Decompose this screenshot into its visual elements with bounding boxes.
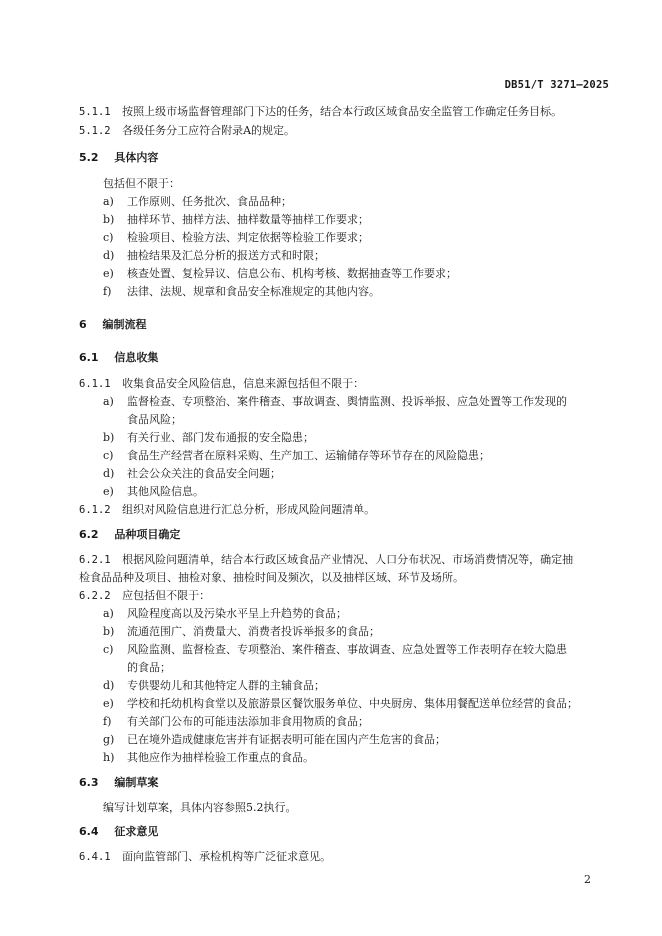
list-item: 风险程度高以及污染水平呈上升趋势的食品； (127, 607, 347, 620)
list-label: b) (103, 213, 115, 226)
list-item: 核查处置、复检异议、信息公布、机构考核、数据抽查等工作要求； (127, 267, 457, 280)
clause-number: 6.1.2 (79, 504, 111, 516)
list-label: d) (103, 249, 115, 262)
heading-number: 6.3 (79, 776, 99, 789)
list-label: c) (103, 449, 114, 462)
heading-6-4 (79, 825, 158, 838)
clause-6-2-1 (79, 553, 573, 567)
list-label: e) (103, 267, 114, 280)
list-item-continuation: 食品风险； (127, 413, 182, 426)
clause-text: 面向监管部门、承检机构等广泛征求意见。 (122, 850, 332, 863)
list-item: 流通范围广、消费量大、消费者投诉举报多的食品； (127, 625, 380, 638)
clause-5-1-2 (79, 124, 295, 138)
heading-number: 6.4 (79, 825, 99, 838)
list-label: c) (103, 231, 114, 244)
clause-5-1-1 (79, 105, 562, 119)
page-number: 2 (584, 873, 591, 886)
list-label: c) (103, 643, 114, 656)
list-item: 其他应作为抽样检验工作重点的食品。 (127, 751, 314, 764)
list-label: a) (103, 395, 114, 408)
list-label: a) (103, 607, 114, 620)
heading-6-3 (79, 776, 158, 789)
list-item: 学校和托幼机构食堂以及旅游景区餐饮服务单位、中央厨房、集体用餐配送单位经营的食品； (127, 697, 578, 710)
list-item: 有关部门公布的可能违法添加非食用物质的食品； (127, 715, 369, 728)
list-item: 抽检结果及汇总分析的报送方式和时限； (127, 249, 325, 262)
list-label: a) (103, 195, 114, 208)
list-item: 社会公众关注的食品安全问题； (127, 467, 281, 480)
heading-number: 6.1 (79, 351, 99, 364)
list-label: b) (103, 625, 115, 638)
paragraph-intro: 包括但不限于： (103, 177, 180, 190)
list-item: 工作原则、任务批次、食品品种； (127, 195, 292, 208)
clause-6-1-1 (79, 377, 364, 391)
list-label: h) (103, 751, 115, 764)
list-item: 法律、法规、规章和食品安全标准规定的其他内容。 (127, 285, 380, 298)
clause-number: 6.2.2 (79, 590, 111, 602)
clause-number: 6.2.1 (79, 554, 111, 566)
heading-title: 信息收集 (114, 351, 159, 364)
list-item-continuation: 的食品； (127, 661, 171, 674)
list-item: 抽样环节、抽样方法、抽样数量等抽样工作要求； (127, 213, 369, 226)
clause-text: 各级任务分工应符合附录A的规定。 (122, 124, 296, 137)
clause-number: 6.4.1 (79, 851, 111, 863)
list-label: b) (103, 431, 115, 444)
heading-number: 6.2 (79, 528, 99, 541)
list-label: e) (103, 485, 114, 498)
heading-6 (79, 318, 147, 331)
clause-number: 6.1.1 (79, 378, 111, 390)
heading-number: 5.2 (79, 151, 99, 164)
clause-6-4-1 (79, 850, 331, 864)
heading-title: 品种项目确定 (114, 528, 181, 541)
list-item: 监督检查、专项整治、案件稽查、事故调查、舆情监测、投诉举报、应急处置等工作发现的 (127, 395, 567, 408)
list-item: 检验项目、检验方法、判定依据等检验工作要求； (127, 231, 369, 244)
heading-title: 征求意见 (114, 825, 159, 838)
document-id: DB51/T 3271—2025 (504, 79, 609, 91)
list-item: 风险监测、监督检查、专项整治、案件稽查、事故调查、应急处置等工作表明存在较大隐患 (127, 643, 567, 656)
list-label: e) (103, 697, 114, 710)
heading-title: 具体内容 (114, 151, 159, 164)
heading-5-2 (79, 151, 158, 164)
clause-text: 根据风险问题清单，结合本行政区域食品产业情况、人口分布状况、市场消费情况等，确定抽 (122, 553, 574, 566)
list-item: 专供婴幼儿和其他特定人群的主辅食品； (127, 679, 325, 692)
clause-text: 收集食品安全风险信息，信息来源包括但不限于： (122, 377, 365, 390)
heading-6-1 (79, 351, 158, 364)
heading-title: 编制流程 (102, 318, 147, 331)
list-item: 有关行业、部门发布通报的安全隐患； (127, 431, 314, 444)
clause-number: 5.1.1 (79, 106, 111, 118)
clause-continuation: 检食品品种及项目、抽检对象、抽检时间及频次，以及抽样区域、环节及场所。 (79, 571, 464, 584)
list-label: f) (103, 715, 112, 728)
paragraph-6-3: 编写计划草案，具体内容参照5.2执行。 (103, 801, 297, 814)
heading-title: 编制草案 (114, 776, 159, 789)
clause-text: 组织对风险信息进行汇总分析，形成风险问题清单。 (122, 503, 376, 516)
clause-number: 5.1.2 (79, 125, 111, 137)
list-item: 已在境外造成健康危害并有证据表明可能在国内产生危害的食品； (127, 733, 446, 746)
clause-text: 按照上级市场监督管理部门下达的任务，结合本行政区域食品安全监管工作确定任务目标。 (122, 105, 563, 118)
list-label: f) (103, 285, 112, 298)
clause-6-2-2 (79, 589, 210, 603)
list-label: g) (103, 733, 115, 746)
heading-number: 6 (79, 318, 87, 331)
list-item: 食品生产经营者在原料采购、生产加工、运输储存等环节存在的风险隐患； (127, 449, 490, 462)
clause-6-1-2 (79, 503, 375, 517)
heading-6-2 (79, 528, 180, 541)
list-label: d) (103, 679, 115, 692)
list-label: d) (103, 467, 115, 480)
clause-text: 应包括但不限于： (122, 589, 211, 602)
list-item: 其他风险信息。 (127, 485, 204, 498)
